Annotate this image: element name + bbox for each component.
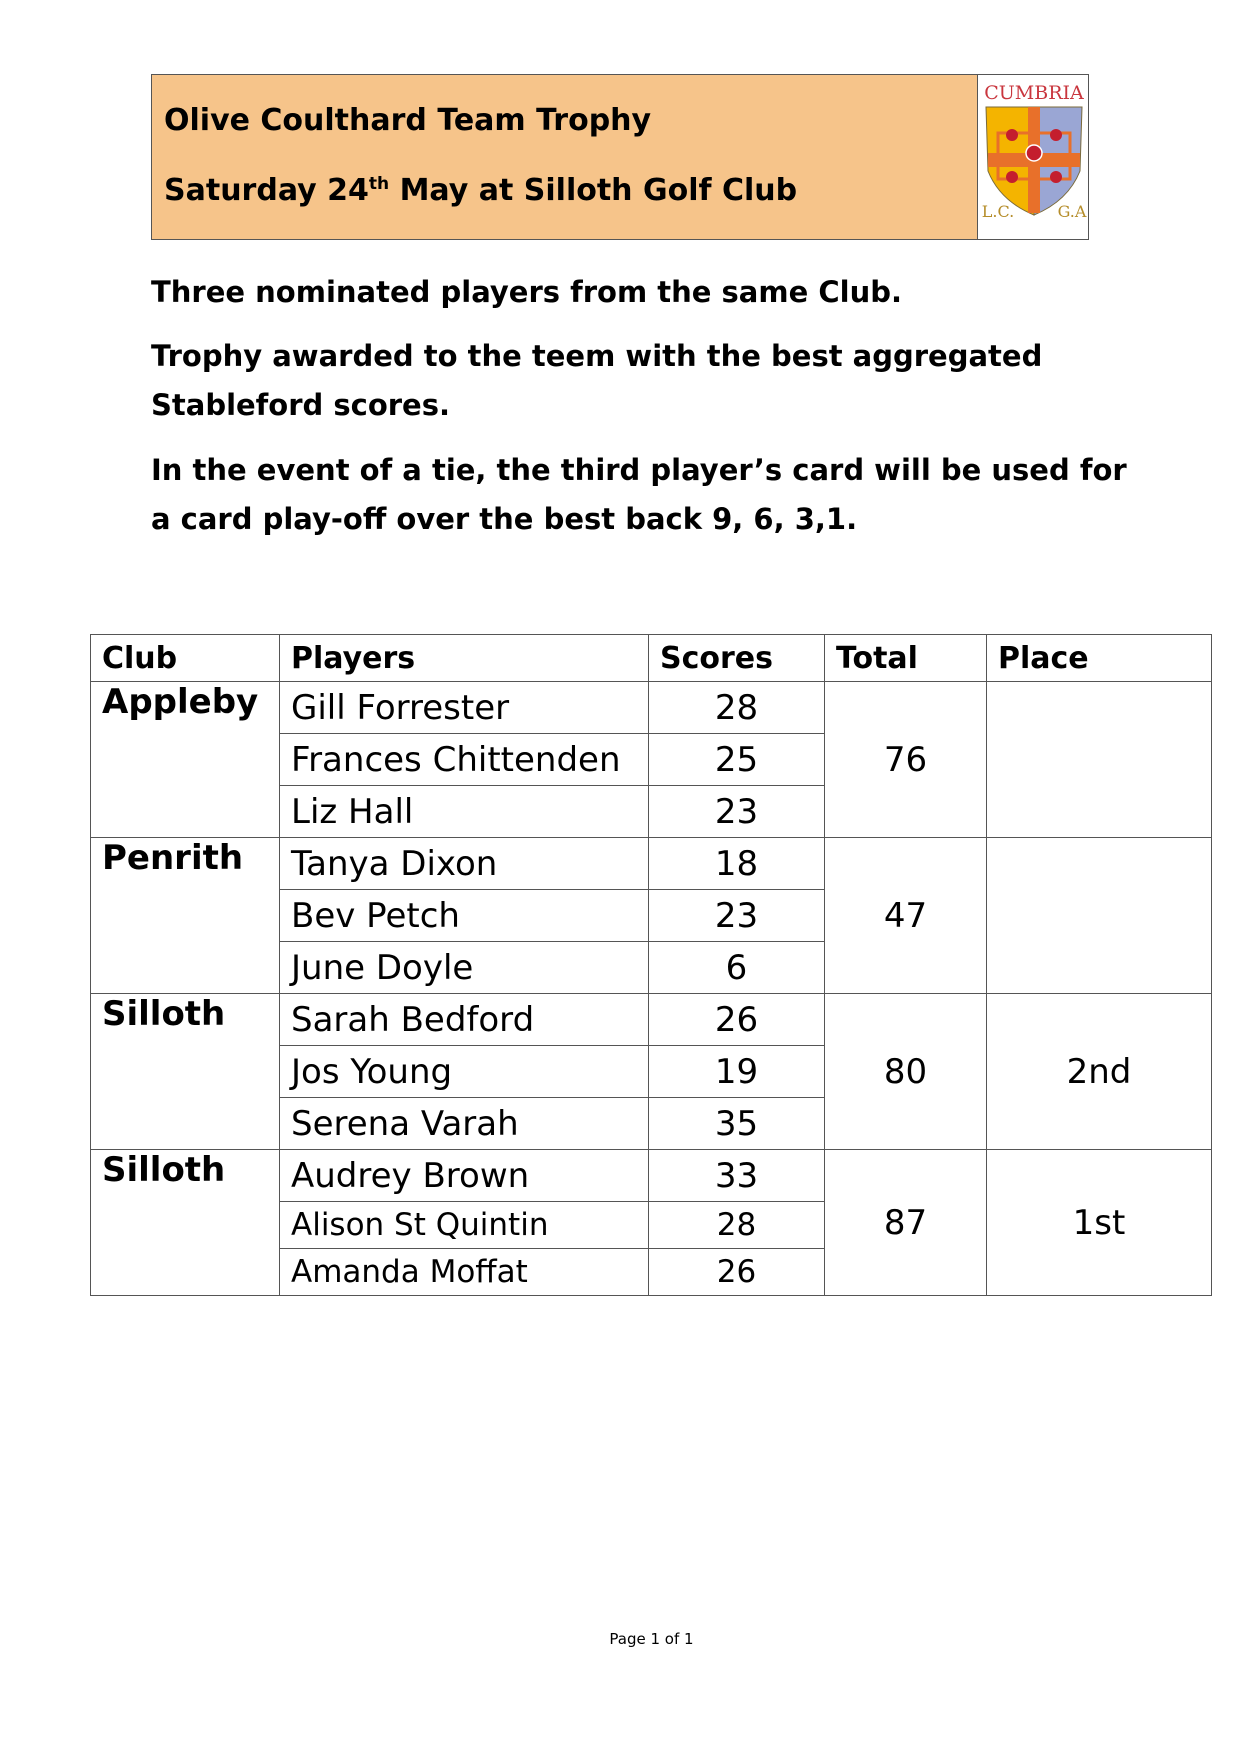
total-cell: 47 [825, 838, 987, 994]
intro-line-2: Trophy awarded to the teem with the best aggregated Stableford scores. [151, 339, 1043, 422]
score-cell: 18 [649, 838, 825, 890]
date-suffix: May at Silloth Golf Club [389, 173, 798, 208]
club-cell: Appleby [91, 682, 280, 838]
header-place: Place [987, 635, 1212, 682]
player-cell: Bev Petch [280, 890, 649, 942]
club-cell: Silloth [91, 1150, 280, 1296]
score-cell: 6 [649, 942, 825, 994]
player-cell: Gill Forrester [280, 682, 649, 734]
total-cell: 76 [825, 682, 987, 838]
crest-icon [978, 75, 1090, 239]
logo-bottom-right: G.A [1057, 202, 1087, 221]
total-cell: 80 [825, 994, 987, 1150]
score-cell: 28 [649, 1202, 825, 1249]
intro-line-3: In the event of a tie, the third player’s card will be used for a card play-off over the best back 9, 6, 3,1. [151, 453, 1127, 536]
player-cell: Audrey Brown [280, 1150, 649, 1202]
score-cell: 26 [649, 1249, 825, 1296]
place-cell: 1st [987, 1150, 1212, 1296]
player-cell: Tanya Dixon [280, 838, 649, 890]
player-cell: Jos Young [280, 1046, 649, 1098]
club-cell: Penrith [91, 838, 280, 994]
intro-line-1: Three nominated players from the same Club. [151, 275, 902, 309]
table-row [91, 994, 1212, 1046]
score-cell: 33 [649, 1150, 825, 1202]
place-cell: 2nd [987, 994, 1212, 1150]
header-players: Players [280, 635, 649, 682]
results-table [90, 634, 1212, 1296]
score-cell: 25 [649, 734, 825, 786]
player-cell: Sarah Bedford [280, 994, 649, 1046]
player-cell: Amanda Moffat [280, 1249, 649, 1296]
table-header-row [91, 635, 1212, 682]
document-title: Olive Coulthard Team Trophy [164, 103, 652, 138]
header-total: Total [825, 635, 987, 682]
header-box [151, 74, 1089, 240]
player-cell: Liz Hall [280, 786, 649, 838]
score-cell: 35 [649, 1098, 825, 1150]
page-footer: Page 1 of 1 [609, 1630, 694, 1648]
place-cell [987, 838, 1212, 994]
date-ordinal: th [368, 174, 390, 194]
table-row [91, 1150, 1212, 1202]
player-cell: Serena Varah [280, 1098, 649, 1150]
player-cell: Frances Chittenden [280, 734, 649, 786]
table-row [91, 682, 1212, 734]
score-cell: 23 [649, 786, 825, 838]
header-club: Club [91, 635, 280, 682]
place-cell [987, 682, 1212, 838]
table-row [91, 838, 1212, 890]
header-text-panel [152, 75, 978, 239]
score-cell: 28 [649, 682, 825, 734]
total-cell: 87 [825, 1150, 987, 1296]
event-date [164, 173, 797, 208]
score-cell: 23 [649, 890, 825, 942]
logo-top-text: CUMBRIA [984, 82, 1084, 104]
score-cell: 26 [649, 994, 825, 1046]
player-cell: Alison St Quintin [280, 1202, 649, 1249]
club-cell: Silloth [91, 994, 280, 1150]
cumbria-lcga-logo [978, 75, 1088, 239]
score-cell: 19 [649, 1046, 825, 1098]
date-prefix: Saturday 24 [164, 173, 369, 208]
player-cell: June Doyle [280, 942, 649, 994]
logo-bottom-left: L.C. [981, 202, 1015, 221]
header-scores: Scores [649, 635, 825, 682]
